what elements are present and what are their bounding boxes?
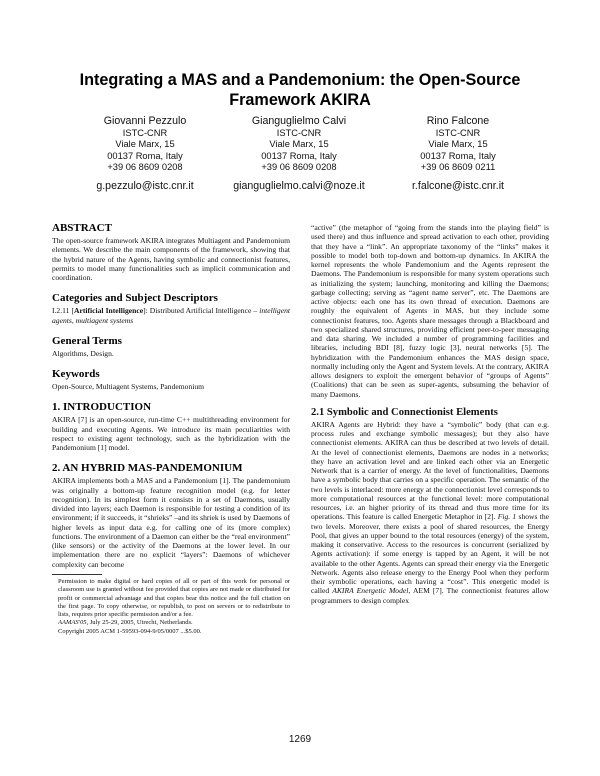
author-phone: +39 06 8609 0211 [420, 162, 496, 173]
keywords-text: Open-Source, Multiagent Systems, Pandemonium [52, 382, 205, 391]
categories-code: I.2.11 [ [52, 306, 75, 316]
right-column [311, 223, 549, 605]
section-2-heading: 2. AN HYBRID MAS-PANDEMONIUM [52, 462, 243, 475]
author-block-1 [60, 115, 230, 192]
general-terms-heading: General Terms [52, 334, 122, 347]
section-1-heading: 1. INTRODUCTION [52, 401, 152, 414]
author-street: Viale Marx, 15 [428, 139, 488, 150]
author-street: Viale Marx, 15 [115, 139, 175, 150]
author-phone: +39 06 8609 0208 [261, 162, 337, 173]
author-email: gianguglielmo.calvi@noze.it [233, 179, 365, 192]
conference-name: AAMAS'05 [58, 619, 87, 627]
categories-text [52, 306, 290, 325]
keywords-heading: Keywords [52, 368, 100, 380]
author-affiliation: ISTC-CNR [435, 128, 481, 138]
footnote-divider [52, 574, 102, 575]
author-affiliation: ISTC-CNR [122, 128, 168, 138]
categories-italic: intelligent agents, multiagent systems [52, 306, 290, 325]
copyright-line: Copyright 2005 ACM 1-59593-094-9/05/0007 ...$5.00. [58, 627, 202, 635]
general-terms-text: Algorithms, Design. [52, 348, 114, 358]
author-block-2 [214, 115, 384, 192]
section-2-1-text-c: , AEM [7]. The connectionist features allow programmers to design complex [311, 586, 550, 605]
title-line-1: Integrating a MAS and a Pandemonium: the Open-Source [79, 71, 521, 89]
author-city: 00137 Roma, Italy [107, 150, 183, 161]
section-2-text: AKIRA implements both a MAS and a Pandemonium [1]. The pandemonium was originally a bottom-up feature recognition model (e.g. for letter recognition). In its simplest form it consists in a set of Daemons, usually divided into layers; each Daemon is responsible for testing a condition of its environment; if it succeeds, it “shrieks” –and its shriek is used by Daemons of higher levels as input data e.g. for calling one of its (more complex) functions. The environment of a Daemon can either be the “real environment” (like sensors) or the activity of the Daemons at the lower level. In our implementation there are no explicit “layers”: Daemons of whichever complexity can become [52, 476, 290, 569]
author-email: r.falcone@istc.cnr.it [411, 179, 504, 192]
model-name: AKIRA Energetic Model [332, 586, 409, 596]
abstract-text: The open-source framework AKIRA integrates Multiagent and Pandemonium elements. We describe the main components of the framework, showing that the hybrid nature of the Agents, having symbolic and connectionist features, permits to model many functionalities such as implicit communication and coordination. [52, 236, 290, 282]
author-email: g.pezzulo@istc.cnr.it [96, 179, 194, 192]
abstract-heading: ABSTRACT [52, 222, 112, 234]
author-name: Giovanni Pezzulo [103, 115, 187, 127]
permission-text: Permission to make digital or hard copies of all or part of this work for personal or classroom use is granted without fee provided that copies are not made or distributed for profit or commercial advantage and that copies bear this notice and the full citation on the first page. To copy otherwise, or republish, to post on servers or to redistribute to lists, requires prior specific permission and/or a fee. [58, 578, 290, 619]
author-city: 00137 Roma, Italy [261, 150, 337, 161]
conference-line [58, 619, 290, 627]
section-2-1-text-a: AKIRA Agents are Hybrid: they have a “symbolic” body (that can e.g. process rules and exchange symbolic messages); but they also have connectionist elements. AKIRA can thus be described at two levels of detail. At the level of connectionist elements, Daemons are nodes in a networks; they have an activation level and are linked each other via an Energetic Network that is a carrier of energy. At the level of functionalities, Daemons have a symbolic body that carries on a specific operation. The semantic of the two levels is interlaced: more energy at the connectionist level corresponds to more computational resources at the functional level: more computational resources, i.e. an higher priority of its thread and thus more time for its operations. This feature is called Energetic Metaphor in [2]. [311, 419, 549, 522]
categories-heading: Categories and Subject Descriptors [52, 292, 218, 305]
page-number: 1269 [288, 734, 312, 745]
section-2-1-heading: 2.1 Symbolic and Connectionist Elements [311, 406, 498, 418]
left-column [52, 222, 290, 569]
conference-details: , July 25-29, 2005, Utrecht, Netherlands. [86, 619, 193, 627]
author-block-3 [373, 115, 543, 192]
author-phone: +39 06 8609 0208 [107, 162, 183, 173]
author-name: Rino Falcone [426, 115, 490, 127]
categories-bold: Artificial Intelligence [74, 306, 144, 316]
section-2-1-text [311, 420, 549, 605]
section-2-continued-text: “active” (the metaphor of “going from the stands into the playing field” is used there) and thus influence and spread activation to each other, providing that they have a “link”. An appropriate taxonomy of the “links” makes it possible to model both top-down and bottom-up dynamics. In AKIRA the kernel represents the whole Pandemonium and the Agents represent the Daemons. The Pandemonium is responsible for many system operations such as initializing the system; launching, monitoring and killing the Daemons; garbage collecting; serving as “agent name server”, etc. The Daemons are active objects: each one has its own thread of execution. Daemons are roughly the equivalent of Agents in MAS, but they include some connectionist features, too. Agents share messages through a Blackboard and two specialized shared structures, providing efficient peer-to-peer messaging and data sharing. We included a number of programming facilities and libraries, including BDI [8], fuzzy logic [3], neural networks [5]. The hybridization with the Pandemonium enhances the MAS design space, normally including only the Agent and System levels. At the contrary, AKIRA allows designers to exploit the emergent behavior of “groups of Agents” (Coalitions) that can be seen as super-agents, subsuming the behavior of many Daemons. [311, 223, 549, 399]
author-name: Gianguglielmo Calvi [251, 115, 347, 127]
figure-reference: Fig. 1 [497, 512, 517, 522]
section-1-text: AKIRA [7] is an open-source, run-time C++ multithreading environment for building and executing Agents. We introduce its main peculiarities with respect to existing agent technology, such as the hybridization with the Pandemonium [1] model. [52, 415, 290, 452]
section-2-1-text-b: shows the two levels. Moreover, there exists a pool of shared resources, the Energy Pool, that gives an upper bound to the total resources (energy) of the system, making it conservative. Access to the resources is concurrent (serialized by Agents activation): if some energy is tapped by an Agent, it will be not available to the other Agents. Agents can spread their energy via the Energetic Network. Agents also release energy to the Energy Pool when they perform their symbolic operations, each having a “cost”. This energetic model is called [311, 512, 550, 596]
paper-title [40, 70, 560, 110]
author-city: 00137 Roma, Italy [420, 150, 496, 161]
title-line-2: Framework AKIRA [229, 91, 371, 109]
author-affiliation: ISTC-CNR [276, 128, 322, 138]
copyright-footnote [58, 578, 290, 636]
author-street: Viale Marx, 15 [269, 139, 329, 150]
categories-rest: ]: Distributed Artificial Intelligence – [143, 306, 260, 316]
